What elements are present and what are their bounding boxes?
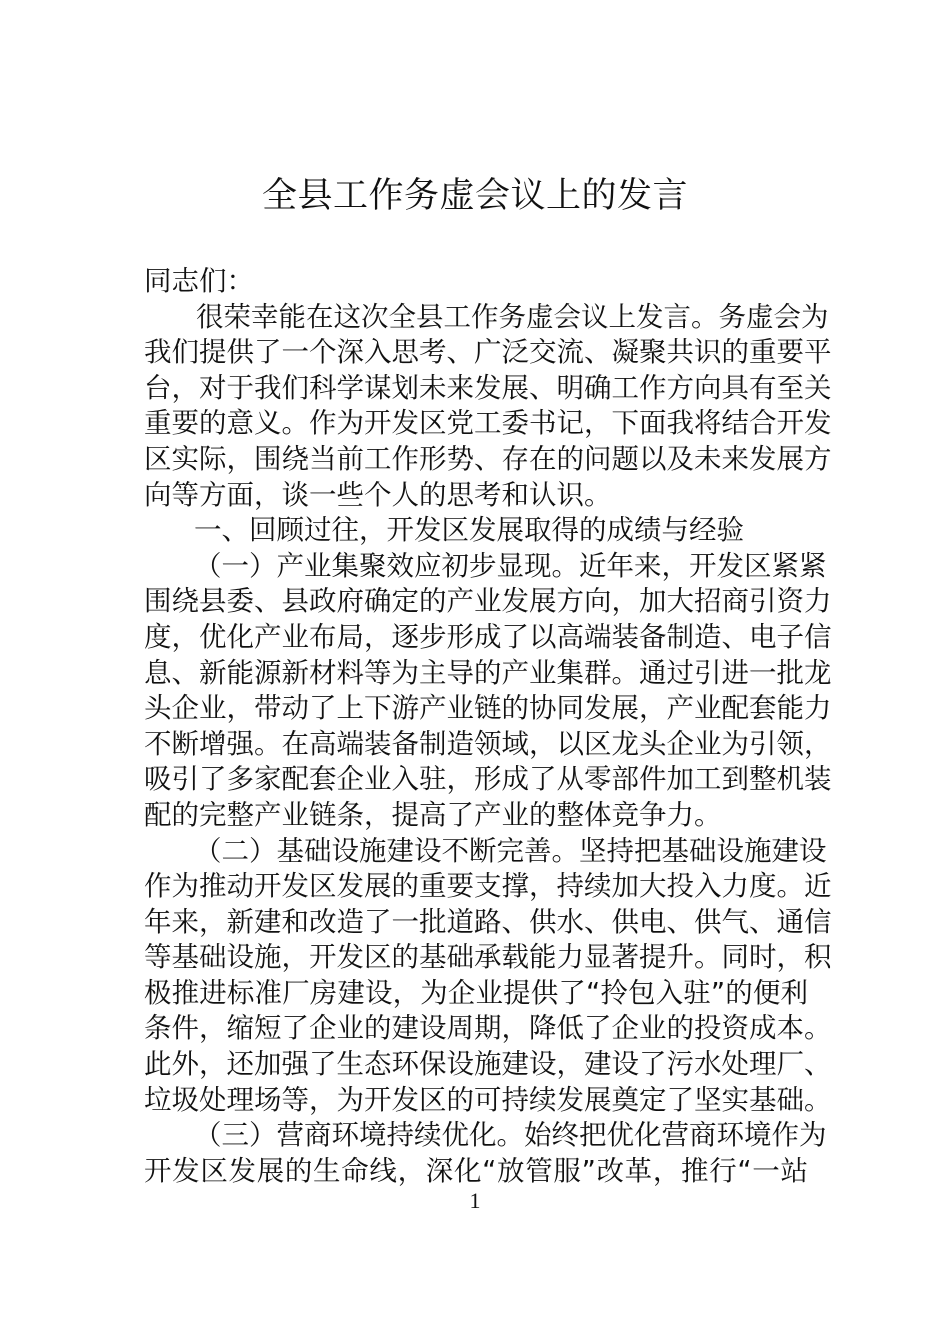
body-line: （三）营商环境持续优化。始终把优化营商环境作为 (194, 1119, 827, 1152)
body-line: 开发区发展的生命线，深化“放管服”改革，推行“一站 (144, 1154, 808, 1187)
body-line: 我们提供了一个深入思考、广泛交流、凝聚共识的重要平 (144, 336, 832, 369)
body-line: 吸引了多家配套企业入驻，形成了从零部件加工到整机装 (144, 763, 832, 796)
body-line: 台，对于我们科学谋划未来发展、明确工作方向具有至关 (144, 371, 832, 404)
body-line: 作为推动开发区发展的重要支撑，持续加大投入力度。近 (144, 870, 832, 903)
body-line: 向等方面，谈一些个人的思考和认识。 (144, 478, 612, 511)
body-line: 条件，缩短了企业的建设周期，降低了企业的投资成本。 (144, 1012, 832, 1045)
document-title: 全县工作务虚会议上的发言 (261, 176, 688, 216)
body-line: 度，优化产业布局，逐步形成了以高端装备制造、电子信 (144, 620, 832, 653)
body-line: 不断增强。在高端装备制造领域，以区龙头企业为引领， (144, 727, 832, 760)
section-heading: 一、回顾过往，开发区发展取得的成绩与经验 (194, 514, 744, 547)
body-line: 此外，还加强了生态环保设施建设，建设了污水处理厂、 (144, 1048, 832, 1081)
page-number: 1 (469, 1188, 481, 1213)
body-line: （二）基础设施建设不断完善。坚持把基础设施建设 (194, 834, 827, 867)
salutation: 同志们： (144, 265, 254, 297)
body-line: 息、新能源新材料等为主导的产业集群。通过引进一批龙 (144, 656, 832, 689)
body-line: 配的完整产业链条，提高了产业的整体竞争力。 (144, 798, 722, 831)
body-line: 年来，新建和改造了一批道路、供水、供电、供气、通信 (144, 905, 832, 938)
document-body (144, 264, 832, 1189)
body-line: 极推进标准厂房建设，为企业提供了“拎包入驻”的便利 (144, 976, 808, 1009)
body-line: 等基础设施，开发区的基础承载能力显著提升。同时，积 (144, 941, 832, 974)
body-line: 很荣幸能在这次全县工作务虚会议上发言。务虚会为 (196, 300, 829, 333)
body-line: 头企业，带动了上下游产业链的协同发展，产业配套能力 (144, 692, 832, 725)
body-line: 垃圾处理场等，为开发区的可持续发展奠定了坚实基础。 (144, 1083, 832, 1116)
body-line: 区实际，围绕当前工作形势、存在的问题以及未来发展方 (144, 442, 832, 475)
body-line: 围绕县委、县政府确定的产业发展方向，加大招商引资力 (144, 585, 832, 618)
body-line: （一）产业集聚效应初步显现。近年来，开发区紧紧 (194, 549, 827, 582)
body-line: 重要的意义。作为开发区党工委书记，下面我将结合开发 (144, 407, 832, 440)
